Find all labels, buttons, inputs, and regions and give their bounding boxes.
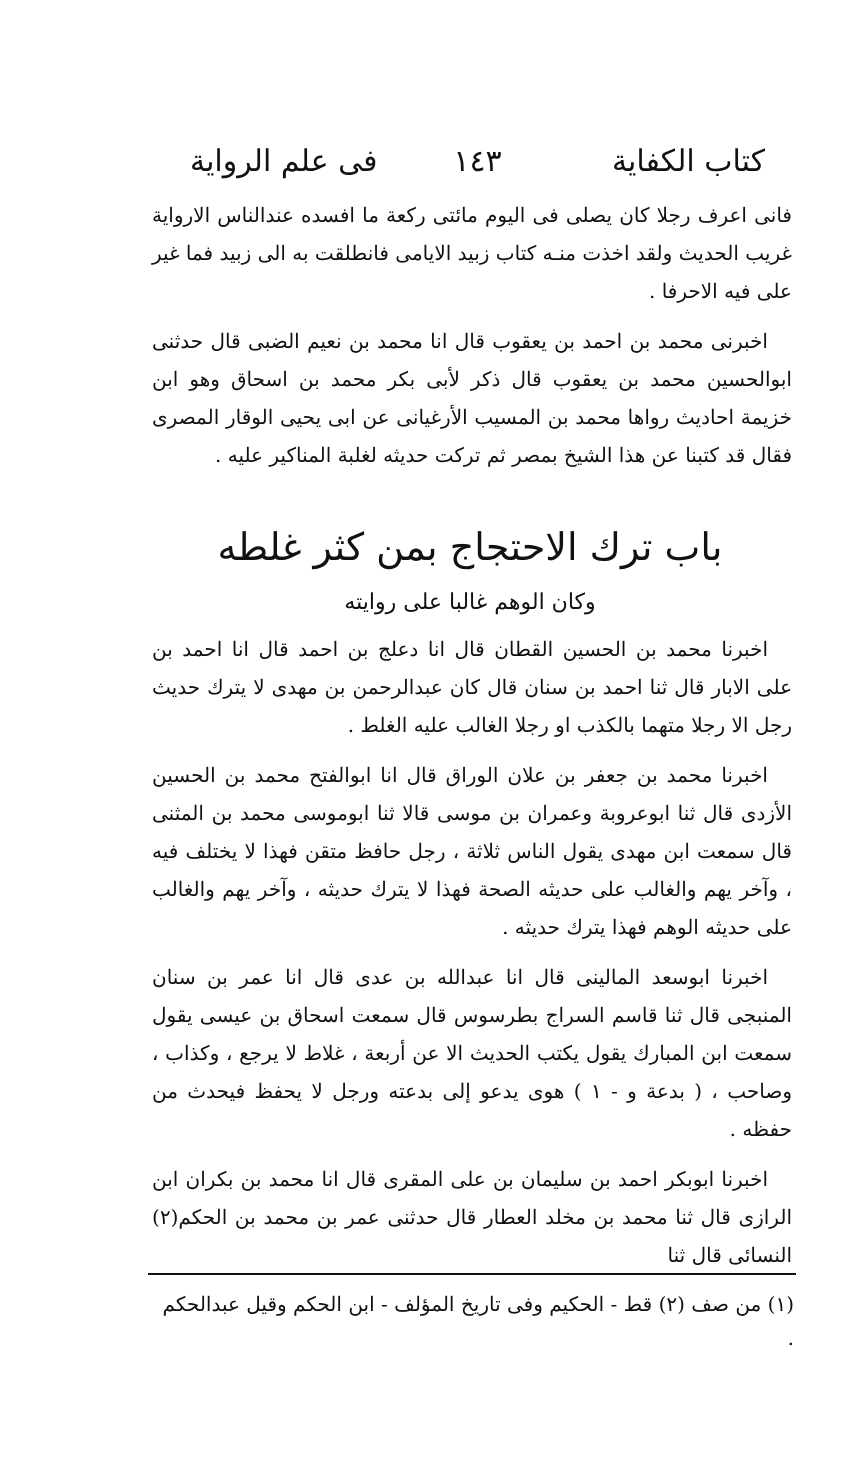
paragraph-hadith: اخبرنا محمد بن الحسين القطان قال انا دعلج بن احمد قال انا احمد بن على الابار قال ثنا احمد بن سنان قال كان عبدالرحمن بن مهدى لا يترك حديث رجل الا رجلا متهما بالكذب او رجلا الغالب عليه الغلط . (152, 637, 792, 737)
footnote-divider (148, 1273, 796, 1275)
running-subject: فى علم الرواية (190, 144, 378, 179)
paragraph-hadith: اخبرنى محمد بن احمد بن يعقوب قال انا محمد بن نعيم الضبى قال حدثنى ابوالحسين محمد بن يعقوب قال ذكر لأبى بكر محمد بن اسحاق وهو ابن خزيمة احاديث رواها محمد بن المسيب الأرغيانى عن ابى يحيى الوقار المصرى فقال قد كتبنا عن هذا الشيخ بمصر ثم تركت حديثه لغلبة المناكير عليه . (152, 329, 792, 467)
text-block-main (152, 630, 792, 1286)
chapter-heading: باب ترك الاحتجاج بمن كثر غلطه (217, 525, 723, 569)
running-head (190, 140, 765, 184)
book-title: كتاب الكفاية (611, 144, 765, 179)
footnote: (١) من صف (٢) قط - الحكيم وفى تاريخ المؤلف - ابن الحكم وقيل عبدالحكم . (162, 1292, 794, 1350)
text-block-top (152, 196, 792, 486)
paragraph-hadith: اخبرنا محمد بن جعفر بن علان الوراق قال انا ابوالفتح محمد بن الحسين الأزدى قال ثنا ابوعروبة وعمران بن موسى قالا ثنا ابوموسى محمد بن المثنى قال سمعت ابن مهدى يقول الناس ثلاثة ، رجل حافظ متقن فهذا لا يختلف فيه ، وآخر يهم والغالب على حديثه الصحة فهذا لا يترك حديثه ، وآخر يهم والغالب على حديثه الوهم فهذا يترك حديثه . (152, 763, 792, 939)
chapter-subheading: وكان الوهم غالبا على روايته (344, 590, 596, 615)
paragraph-hadith: اخبرنا ابوسعد المالينى قال انا عبدالله بن عدى قال انا عمر بن سنان المنبجى قال ثنا قاسم السراج بطرسوس قال سمعت اسحاق بن عيسى يقول سمعت ابن المبارك يقول يكتب الحديث الا عن أربعة ، غلاط لا يرجع ، وكذاب ، وصاحب ، ( بدعة و - ١ ) هوى يدعو إلى بدعته ورجل لا يحفظ فيحدث من حفظه . (152, 965, 792, 1141)
paragraph-continued: فانى اعرف رجلا كان يصلى فى اليوم مائتى ركعة ما افسده عندالناس الارواية غريب الحديث ولقد اخذت منـه كتاب زبيد الايامى فانطلقت به الى زبيد فما غير على فيه الاحرفا . (152, 203, 792, 303)
page-number: ١٤٣ (453, 144, 502, 179)
paragraph-hadith: اخبرنا ابوبكر احمد بن سليمان بن على المقرى قال انا محمد بن بكران ابن الرازى قال ثنا محمد بن مخلد العطار قال حدثنى عمر بن محمد بن الحكم(٢) النسائى قال ثنا (152, 1167, 792, 1267)
